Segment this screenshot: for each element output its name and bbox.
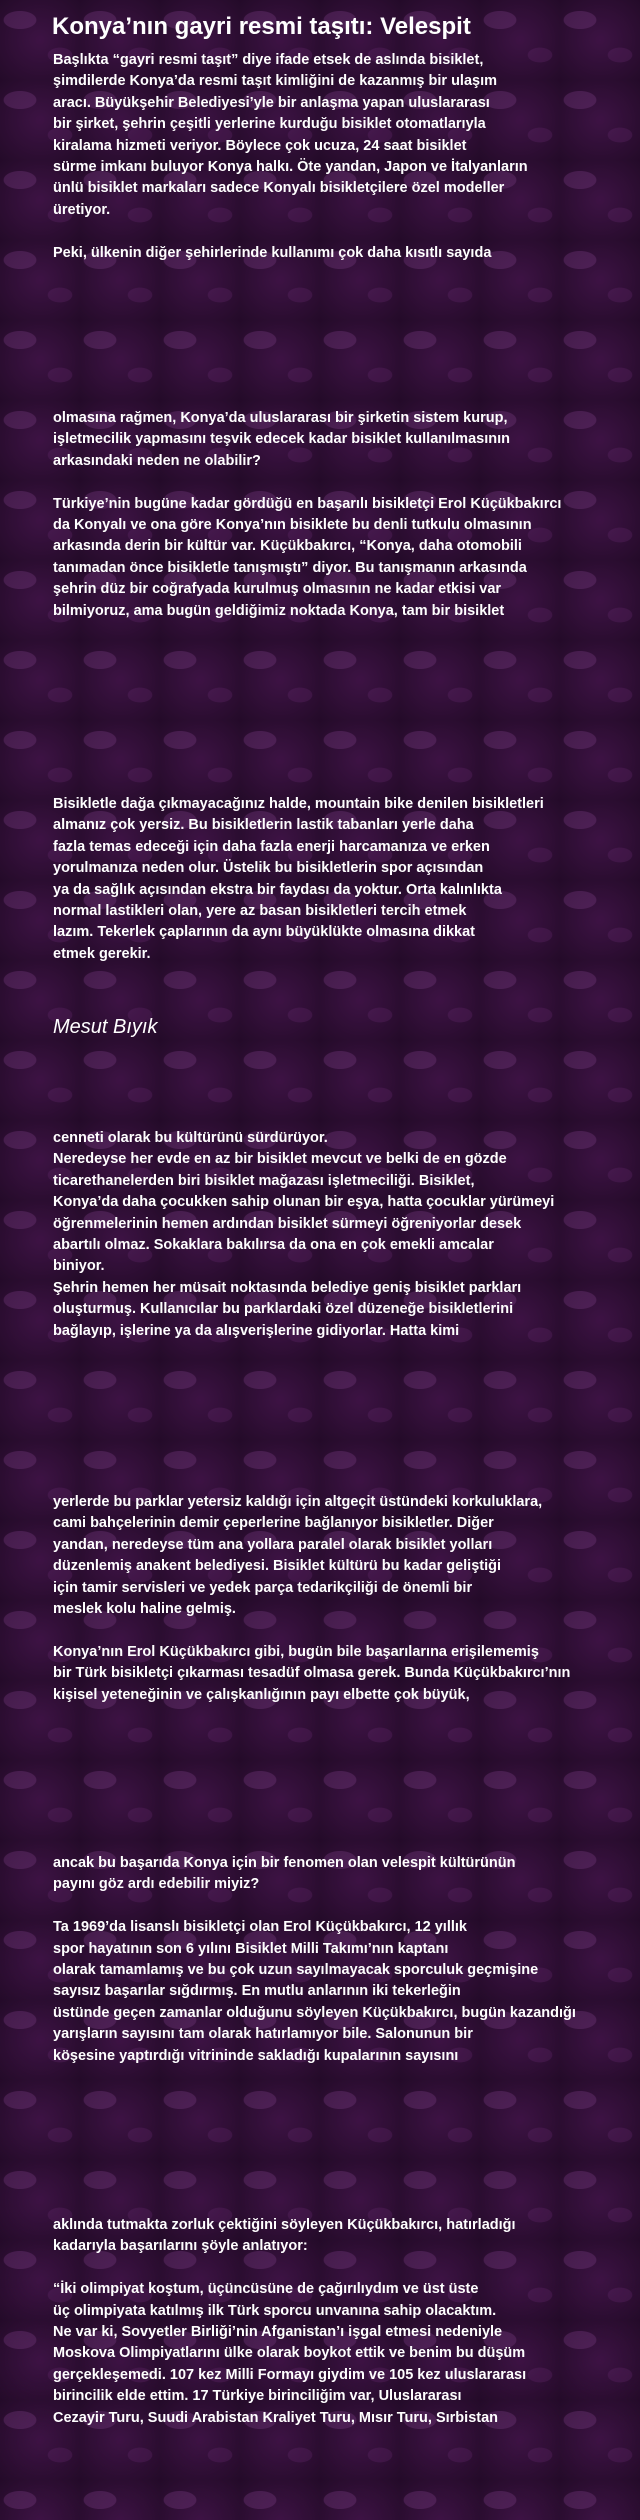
text-line: da Konyalı ve ona göre Konya’nın bisiklete bu denli tutkulu olmasının — [53, 516, 532, 533]
text-line: birincilik elde ettim. 17 Türkiye birinciliğim var, Uluslararası — [53, 2388, 462, 2405]
text-line: payını göz ardı edebilir miyiz? — [53, 1876, 260, 1893]
text-line: yandan, neredeyse tüm ana yollara paralel olarak bisiklet yolları — [53, 1536, 493, 1553]
text-line: biniyor. — [53, 1258, 105, 1275]
text-line: spor hayatının son 6 yılını Bisiklet Milli Takımı’nın kaptanı — [53, 1940, 449, 1957]
text-line: Moskova Olimpiyatlarını ülke olarak boykot ettik ve benim bu düşüm — [53, 2345, 526, 2362]
text-line: normal lastikleri olan, yere az basan bisikletleri tercih etmek — [53, 902, 467, 919]
text-line: üç olimpiyata katılmış ilk Türk sporcu unvanına sahip olacaktım. — [53, 2302, 497, 2319]
text-line: aracı. Büyükşehir Belediyesi’yle bir anlaşma yapan uluslararası — [53, 94, 490, 111]
text-line: bir Türk bisikletçi çıkarması tesadüf olmasa gerek. Bunda Küçükbakırcı’nın — [53, 1665, 571, 1682]
text-line: Ta 1969’da lisanslı bisikletçi olan Erol Küçükbakırcı, 12 yıllık — [53, 1919, 467, 1936]
text-line: fazla temas edeceği için daha fazla enerji harcamanıza ve erken — [53, 838, 490, 855]
text-line: bağlayıp, işlerine ya da alışverişlerine gidiyorlar. Hatta kimi — [53, 1322, 460, 1339]
article-paragraph — [53, 1853, 576, 2067]
text-line: için tamir servisleri ve yedek parça tedarikçiliği de önemli bir — [53, 1579, 473, 1596]
text-line: şehrin düz bir coğrafyada kurulmuş olmasının ne kadar etkisi var — [53, 581, 502, 598]
text-line: şimdilerde Konya’da resmi taşıt kimliğini de kazanmış bir ulaşım — [53, 73, 498, 90]
article-paragraph — [53, 1492, 570, 1706]
text-line: Ne var ki, Sovyetler Birliği’nin Afganistan’ı işgal etmesi nedeniyle — [53, 2323, 503, 2340]
text-line: gerçekleşemedi. 107 kez Milli Formayı giydim ve 105 kez uluslararası — [53, 2366, 527, 2383]
text-line: kişisel yeteneğinin ve çalışkanlığının payı elbette çok büyük, — [53, 1686, 470, 1703]
text-line: kadarıyla başarılarını şöyle anlatıyor: — [53, 2238, 308, 2255]
text-line: cami bahçelerinin demir çeperlerine bağlanıyor bisikletler. Diğer — [53, 1515, 494, 1532]
article-paragraph — [53, 794, 544, 965]
paragraph-gap — [53, 472, 561, 493]
text-line: tanımadan önce bisikletle tanışmıştı” diyor. Bu tanışmanın arkasında — [53, 559, 527, 576]
text-line: Peki, ülkenin diğer şehirlerinde kullanımı çok daha kısıtlı sayıda — [53, 244, 492, 261]
text-line: üretiyor. — [53, 201, 111, 218]
paragraph-gap — [53, 1896, 576, 1917]
text-line: ancak bu başarıda Konya için bir fenomen olan velespit kültürünün — [53, 1855, 516, 1871]
article-paragraph — [53, 50, 528, 264]
text-line: cenneti olarak bu kültürünü sürdürüyor. — [53, 1130, 328, 1146]
text-line: kiralama hizmeti veriyor. Böylece çok ucuza, 24 saat bisiklet — [53, 137, 467, 154]
text-line: düzenlemiş anakent belediyesi. Bisiklet kültürü bu kadar geliştiği — [53, 1558, 502, 1575]
text-line: köşesine yaptırdığı vitrininde sakladığı kupalarının sayısını — [53, 2047, 459, 2064]
text-line: Şehrin hemen her müsait noktasında belediye geniş bisiklet parkları — [53, 1279, 522, 1296]
text-line: Türkiye’nin bugüne kadar gördüğü en başarılı bisikletçi Erol Küçükbakırcı — [53, 495, 562, 512]
paragraph-gap — [53, 221, 528, 242]
text-line: bilmiyoruz, ama bugün geldiğimiz noktada Konya, tam bir bisiklet — [53, 602, 505, 619]
text-line: Başlıkta “gayri resmi taşıt” diye ifade etsek de aslında bisiklet, — [53, 52, 484, 68]
text-line: Cezayir Turu, Suudi Arabistan Kraliyet Turu, Mısır Turu, Sırbistan — [53, 2409, 499, 2426]
article-title: Konya’nın gayri resmi taşıtı: Velespit — [52, 13, 471, 40]
text-line: yerlerde bu parklar yetersiz kaldığı için altgeçit üstündeki korkuluklara, — [53, 1494, 543, 1510]
paragraph-gap — [53, 2258, 526, 2279]
text-line: olmasına rağmen, Konya’da uluslararası bir şirketin sistem kurup, — [53, 410, 508, 426]
text-line: etmek gerekir. — [53, 945, 151, 962]
text-line: arkasındaki neden ne olabilir? — [53, 452, 261, 469]
text-line: ya da sağlık açısından ekstra bir faydası da yoktur. Orta kalınlıkta — [53, 881, 502, 898]
text-line: meslek kolu haline gelmiş. — [53, 1600, 236, 1617]
text-line: olarak tamamlamış ve bu çok uzun sayılmayacak sporculuk geçmişine — [53, 1961, 539, 1978]
article-paragraph — [53, 2215, 526, 2429]
text-line: işletmecilik yapmasını teşvik edecek kadar bisiklet kullanılmasının — [53, 431, 510, 448]
text-line: Bisikletle dağa çıkmayacağınız halde, mountain bike denilen bisikletleri — [53, 796, 544, 812]
text-line: ticarethanelerden biri bisiklet mağazası işletmeciliği. Bisiklet, — [53, 1172, 475, 1189]
text-line: ünlü bisiklet markaları sadece Konyalı bisikletçilere özel modeller — [53, 180, 505, 197]
text-line: Konya’da daha çocukken sahip olunan bir eşya, hatta çocuklar yürümeyi — [53, 1194, 555, 1211]
text-line: arkasında derin bir kültür var. Küçükbakırcı, “Konya, daha otomobili — [53, 538, 522, 555]
text-line: oluşturmuş. Kullanıcılar bu parklardaki özel düzeneğe bisikletlerini — [53, 1301, 514, 1318]
text-line: Konya’nın Erol Küçükbakırcı gibi, bugün bile başarılarına erişilememiş — [53, 1643, 539, 1660]
text-line: öğrenmelerinin hemen ardından bisiklet sürmeyi öğreniyorlar desek — [53, 1215, 522, 1232]
text-line: üstünde geçen zamanlar olduğunu söyleyen Küçükbakırcı, bugün kazandığı — [53, 2004, 576, 2021]
text-line: abartılı olmaz. Sokaklara bakılırsa da ona en çok emekli amcalar — [53, 1236, 494, 1253]
author-signature: Mesut Bıyık — [53, 1016, 158, 1038]
text-line: sayısız başarılar sığdırmış. En mutlu anlarının iki tekerleğin — [53, 1983, 461, 2000]
article-paragraph — [53, 408, 561, 622]
text-line: almanız çok yersiz. Bu bisikletlerin lastik tabanları yerle daha — [53, 817, 474, 834]
paragraph-gap — [53, 1620, 570, 1641]
text-line: lazım. Tekerlek çaplarının da aynı büyüklükte olmasına dikkat — [53, 924, 476, 941]
text-line: Neredeyse her evde en az bir bisiklet mevcut ve belki de en gözde — [53, 1151, 507, 1168]
text-line: “İki olimpiyat koştum, üçüncüsüne de çağırılıydım ve üst üste — [53, 2281, 479, 2298]
text-line: yarışların sayısını tam olarak hatırlamıyor bile. Salonunun bir — [53, 2026, 473, 2043]
text-line: sürme imkanı buluyor Konya halkı. Öte yandan, Japon ve İtalyanların — [53, 158, 528, 175]
text-line: bir şirket, şehrin çeşitli yerlerine kurduğu bisiklet otomatlarıyla — [53, 116, 486, 133]
text-line: aklında tutmakta zorluk çektiğini söyleyen Küçükbakırcı, hatırladığı — [53, 2217, 516, 2233]
text-line: yorulmanıza neden olur. Üstelik bu bisikletlerin spor açısından — [53, 860, 484, 877]
article-paragraph — [53, 1128, 554, 1342]
